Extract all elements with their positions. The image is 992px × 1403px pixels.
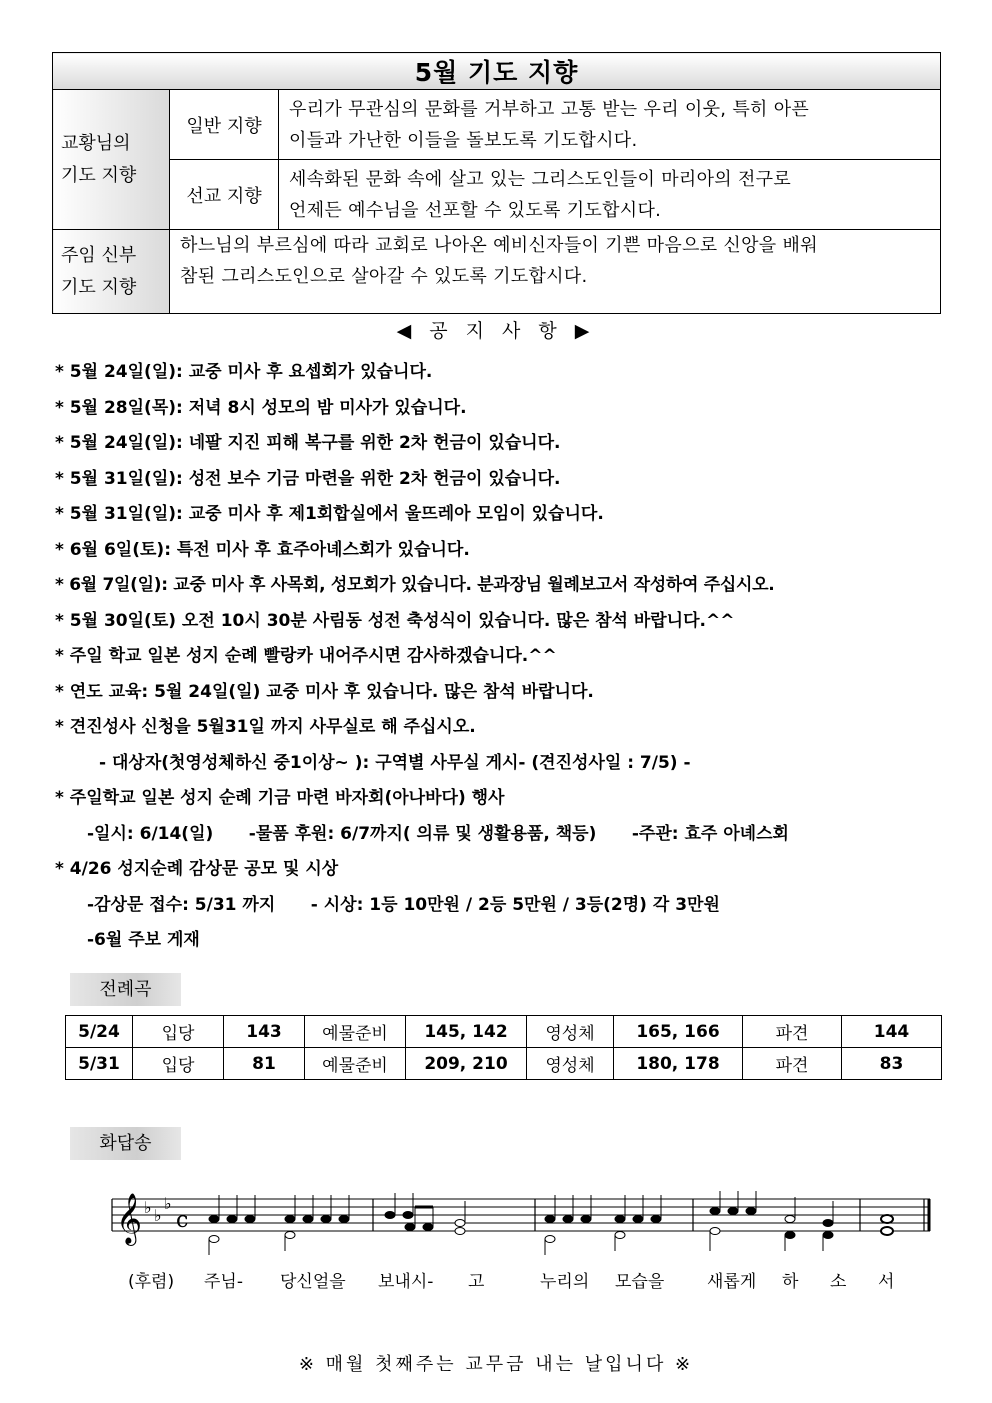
treble-clef-icon: 𝄞 bbox=[116, 1193, 143, 1244]
lyric-word: 누리의 bbox=[540, 1272, 590, 1292]
hymn-part: 입당 bbox=[133, 1048, 224, 1080]
hymn-number: 83 bbox=[842, 1048, 942, 1080]
notice-item: * 6월 6일(토): 특전 미사 후 효주아녜스회가 있습니다. bbox=[55, 539, 470, 560]
hymn-table bbox=[65, 1015, 942, 1080]
pope-label-line-2: 기도 지향 bbox=[61, 164, 137, 186]
pastor-text-line-1: 하느님의 부르심에 따라 교회로 나아온 예비신자들이 기쁜 마음으로 신앙을 배워 bbox=[180, 235, 818, 256]
flat-icon: ♭ bbox=[164, 1194, 172, 1213]
notice-subitem: -감상문 접수: 5/31 까지 - 시상: 1등 10만원 / 2등 5만원 / 3등(2명) 각 3만원 bbox=[87, 894, 720, 915]
notice-item: * 4/26 성지순례 감상문 공모 및 시상 bbox=[55, 859, 339, 879]
lyric-word: 고 bbox=[468, 1272, 485, 1292]
notice-subitem: - 대상자(첫영성체하신 중1이상~ ): 구역별 사무실 게시- (견진성사일 : 7/5) - bbox=[99, 752, 691, 773]
mission-text-line-2: 언제든 예수님을 선포할 수 있도록 기도합시다. bbox=[289, 199, 662, 221]
notice-item: * 6월 7일(일): 교중 미사 후 사목회, 성모회가 있습니다. 분과장님 월례보고서 작성하여 주십시오. bbox=[55, 575, 775, 595]
hymn-number: 165, 166 bbox=[614, 1016, 743, 1048]
notice-subitem: -6월 주보 게재 bbox=[87, 930, 200, 950]
notice-item: * 5월 31일(일): 교중 미사 후 제1회합실에서 울뜨레아 모임이 있습니다. bbox=[55, 504, 604, 524]
psalm-section-label: 화답송 bbox=[70, 1127, 181, 1160]
mission-text-line-1: 세속화된 문화 속에 살고 있는 그리스도인들이 마리아의 전구로 bbox=[289, 168, 792, 190]
notice-list bbox=[55, 358, 955, 962]
notice-heading: ◀ 공 지 사 항 ▶ bbox=[396, 320, 596, 342]
table-row bbox=[66, 1016, 942, 1048]
mission-intention-label: 선교 지향 bbox=[170, 160, 279, 230]
lyric-word: 서 bbox=[878, 1272, 895, 1292]
hymn-number: 209, 210 bbox=[406, 1048, 527, 1080]
pastor-label-line-1: 주임 신부 bbox=[61, 244, 137, 266]
notice-item: * 견진성사 신청을 5월31일 까지 사무실로 해 주십시오. bbox=[55, 717, 476, 737]
pastor-label-line-2: 기도 지향 bbox=[61, 276, 137, 298]
hymn-number: 180, 178 bbox=[614, 1048, 743, 1080]
notice-item: * 주일학교 일본 성지 순례 기금 마련 바자회(아나바다) 행사 bbox=[55, 788, 505, 808]
lyric-word: 보내시- bbox=[378, 1272, 434, 1292]
general-text-line-1: 우리가 무관심의 문화를 거부하고 고통 받는 우리 이웃, 특히 아픈 bbox=[289, 98, 810, 120]
hymn-part: 예물준비 bbox=[305, 1048, 406, 1080]
lyric-word: 하 bbox=[782, 1272, 799, 1292]
lyric-word: 새롭게 bbox=[707, 1272, 757, 1292]
table-row bbox=[66, 1048, 942, 1080]
notice-item: * 5월 28일(목): 저녁 8시 성모의 밤 미사가 있습니다. bbox=[55, 397, 467, 418]
pope-label-line-1: 교황님의 bbox=[61, 132, 131, 154]
hymn-part: 파견 bbox=[743, 1048, 842, 1080]
lyric-word: 소 bbox=[830, 1272, 847, 1292]
hymn-number: 144 bbox=[842, 1016, 942, 1048]
common-time-icon: c bbox=[176, 1208, 189, 1233]
notice-subitem: -일시: 6/14(일) -물품 후원: 6/7까지( 의류 및 생활용품, 책등) -주관: 효주 아녜스회 bbox=[87, 823, 789, 844]
hymn-part: 영성체 bbox=[527, 1048, 614, 1080]
prayer-intentions-table bbox=[52, 52, 941, 314]
psalm-music-score bbox=[110, 1185, 935, 1305]
flat-icon: ♭ bbox=[154, 1206, 162, 1225]
hymn-date: 5/31 bbox=[66, 1048, 133, 1080]
notice-item: * 5월 31일(일): 성전 보수 기금 마련을 위한 2차 헌금이 있습니다. bbox=[55, 468, 561, 489]
hymn-number: 145, 142 bbox=[406, 1016, 527, 1048]
notice-item: * 5월 24일(일): 네팔 지진 피해 복구를 위한 2차 헌금이 있습니다. bbox=[55, 433, 561, 453]
general-intention-text bbox=[279, 90, 941, 160]
pastor-text-line-2: 참된 그리스도인으로 살아갈 수 있도록 기도합시다. bbox=[180, 266, 588, 287]
pope-intention-label bbox=[53, 90, 170, 230]
hymn-number: 81 bbox=[224, 1048, 305, 1080]
lyrics bbox=[128, 1271, 894, 1292]
staff-lines bbox=[112, 1199, 930, 1231]
lyric-word: 모습을 bbox=[615, 1272, 665, 1292]
hymn-number: 143 bbox=[224, 1016, 305, 1048]
prayer-title: 5월 기도 지향 bbox=[53, 53, 941, 90]
mission-intention-text bbox=[279, 160, 941, 230]
general-text-line-2: 이들과 가난한 이들을 돌보도록 기도합시다. bbox=[289, 129, 638, 151]
lyric-word: 주님- bbox=[204, 1272, 243, 1292]
footer-note: ※ 매월 첫째주는 교무금 내는 날입니다 ※ bbox=[298, 1354, 694, 1375]
hymn-part: 입당 bbox=[133, 1016, 224, 1048]
hymn-section-label: 전례곡 bbox=[70, 973, 181, 1006]
pastor-intention-text bbox=[170, 230, 941, 314]
pastor-intention-label bbox=[53, 230, 170, 314]
hymn-part: 영성체 bbox=[527, 1016, 614, 1048]
hymn-part: 파견 bbox=[743, 1016, 842, 1048]
notice-item: * 5월 30일(토) 오전 10시 30분 사림동 성전 축성식이 있습니다. 많은 참석 바랍니다.^^ bbox=[55, 610, 735, 631]
general-intention-label: 일반 지향 bbox=[170, 90, 279, 160]
lyric-word: 당신얼을 bbox=[280, 1272, 346, 1292]
lyric-word: (후렴) bbox=[128, 1272, 175, 1292]
notice-item: * 주일 학교 일본 성지 순례 빨랑카 내어주시면 감사하겠습니다.^^ bbox=[55, 646, 557, 666]
notice-item: * 5월 24일(일): 교중 미사 후 요셉회가 있습니다. bbox=[55, 362, 433, 382]
flat-icon: ♭ bbox=[144, 1198, 152, 1217]
notice-item: * 연도 교육: 5월 24일(일) 교중 미사 후 있습니다. 많은 참석 바랍니다. bbox=[55, 681, 594, 702]
hymn-part: 예물준비 bbox=[305, 1016, 406, 1048]
hymn-date: 5/24 bbox=[66, 1016, 133, 1048]
